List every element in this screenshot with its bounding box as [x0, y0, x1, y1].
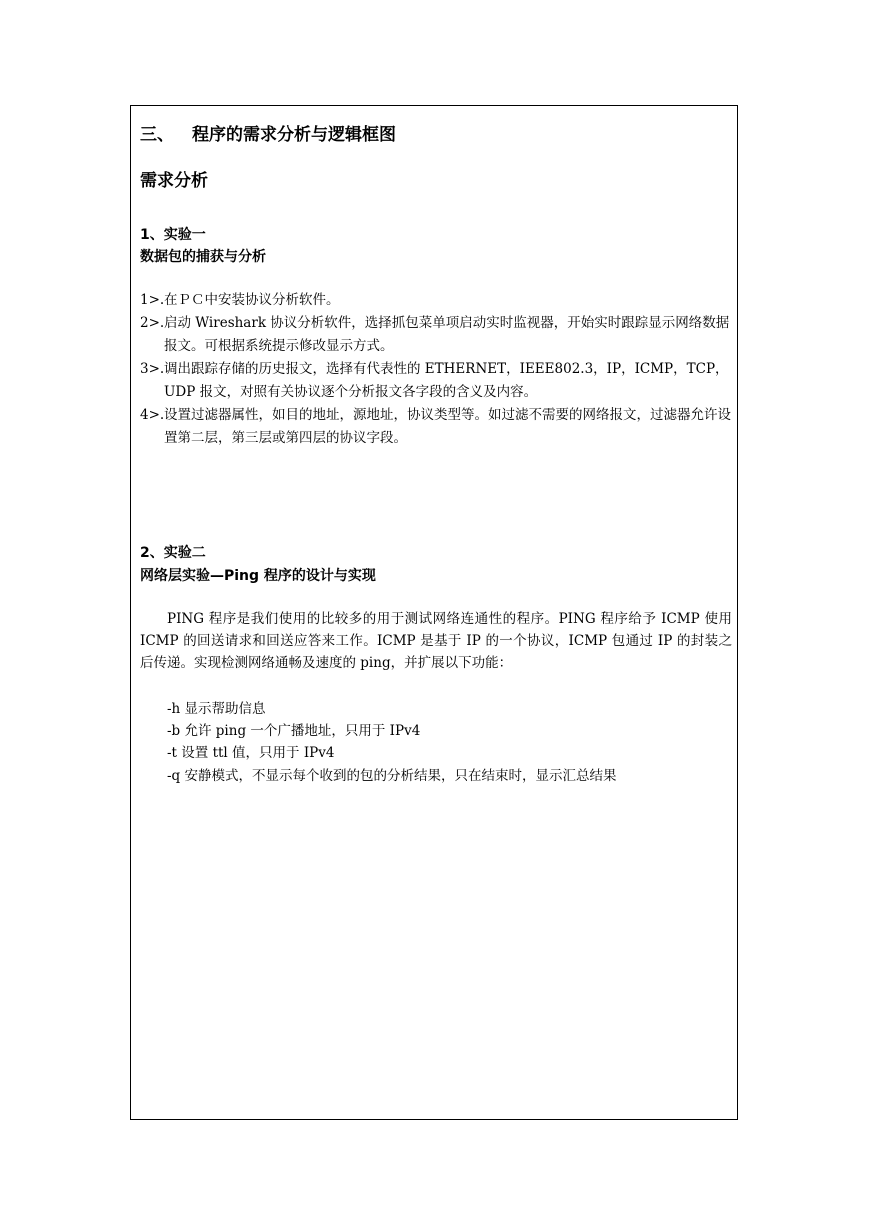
- section-heading: [140, 120, 396, 145]
- list-item: [140, 289, 732, 312]
- step-text: 调出跟踪存储的历史报文，选择有代表性的 ETHERNET，IEEE802.3，IP，ICMP，TCP，UDP 报文，对照有关协议逐个分析报文各字段的含义及内容。: [164, 361, 729, 400]
- experiment2-label: 2、实验二: [140, 545, 206, 561]
- option-b: -b 允许 ping 一个广播地址，只用于 IPv4: [167, 723, 421, 739]
- experiment2-intro: PING 程序是我们使用的比较多的用于测试网络连通性的程序。PING 程序给予 ICMP 使用 ICMP 的回送请求和回送应答来工作。ICMP 是基于 IP 的一个协议，ICMP 包通过 IP 的封装之后传递。实现检测网络通畅及速度的 ping，并扩展以下功能：: [140, 611, 732, 671]
- step-marker: 3>.: [140, 361, 165, 377]
- list-item: [140, 358, 732, 404]
- list-item: [140, 404, 732, 450]
- option-q: -q 安静模式，不显示每个收到的包的分析结果，只在结束时，显示汇总结果: [167, 768, 617, 784]
- step-text: 启动 Wireshark 协议分析软件，选择抓包菜单项启动实时监视器，开始实时跟踪显示网络数据报文。可根据系统提示修改显示方式。: [164, 315, 730, 354]
- step-text: 在ＰＣ中安装协议分析软件。: [164, 292, 340, 308]
- section-number: 三、: [140, 125, 174, 145]
- step-text: 设置过滤器属性，如目的地址，源地址，协议类型等。如过滤不需要的网络报文，过滤器允许设置第二层，第三层或第四层的协议字段。: [164, 407, 731, 446]
- experiment1-label: 1、实验一: [140, 227, 206, 243]
- option-t: -t 设置 ttl 值，只用于 IPv4: [167, 745, 335, 761]
- section-title: 程序的需求分析与逻辑框图: [192, 125, 396, 145]
- content-frame: [130, 105, 738, 1120]
- step-marker: 4>.: [140, 407, 165, 423]
- experiment1-title: 数据包的捕获与分析: [140, 249, 266, 265]
- option-h: -h 显示帮助信息: [167, 701, 266, 717]
- experiment2-title: 网络层实验—Ping 程序的设计与实现: [140, 568, 376, 584]
- section-subtitle: 需求分析: [140, 171, 208, 191]
- step-marker: 1>.: [140, 292, 165, 308]
- step-marker: 2>.: [140, 315, 165, 331]
- experiment1-steps: [140, 289, 732, 450]
- list-item: [140, 312, 732, 358]
